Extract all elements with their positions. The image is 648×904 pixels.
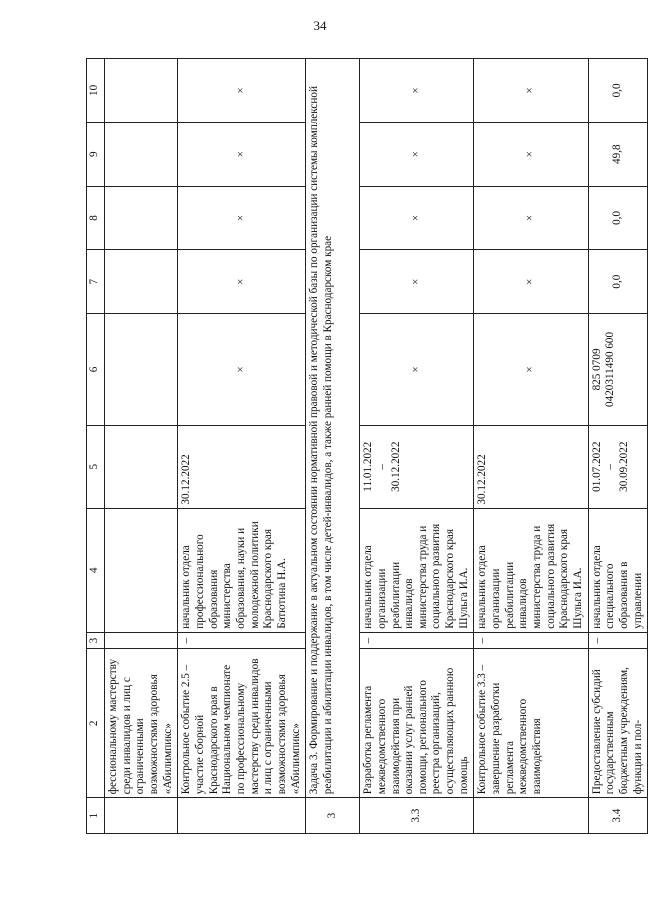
cross-cell: × <box>474 186 588 250</box>
amount-cell: 0,0 <box>588 186 648 250</box>
cell <box>105 122 178 186</box>
col-header: 10 <box>87 59 105 123</box>
period <box>588 425 648 508</box>
period-end: 30.12.2022 <box>389 441 402 492</box>
row-number <box>178 798 306 834</box>
col-header: 4 <box>87 508 105 632</box>
cross-cell: × <box>178 250 306 314</box>
period-end: 30.09.2022 <box>618 441 630 492</box>
dash-cell: – <box>474 632 588 649</box>
col-header: 3 <box>87 632 105 649</box>
event-name: фессиональному мастерству среди инвалидов и лиц с ограниченными возможностями здоровья «Абилимпикс» <box>105 649 178 798</box>
col-header: 9 <box>87 122 105 186</box>
event-name: Контрольное событие 3.3 – завершение разработки регламента межведомственного взаимодействия <box>474 649 588 798</box>
table-row <box>105 59 178 834</box>
cross-cell: × <box>178 314 306 426</box>
rotated-table-wrapper <box>86 58 644 834</box>
row-number: 3.3 <box>360 798 474 834</box>
period-dash: – <box>604 463 617 470</box>
amount-cell: 0,0 <box>588 250 648 314</box>
amount-cell: 0,0 <box>588 59 648 123</box>
cross-cell: × <box>178 122 306 186</box>
cross-cell: × <box>360 250 474 314</box>
task-number: 3 <box>306 798 360 834</box>
col-header: 1 <box>87 798 105 834</box>
event-name: Разработка регламента межведомственного взаимодействия при оказании услуг ранней помощи, регионального реестра организаций, осуществляющих раннюю помощь <box>360 649 474 798</box>
table-row <box>360 59 474 834</box>
cross-cell: × <box>474 250 588 314</box>
cell <box>105 250 178 314</box>
column-header-row <box>87 59 105 834</box>
col-header: 2 <box>87 649 105 798</box>
budget-code-line: 0420311490 600 <box>604 331 617 407</box>
col-header: 6 <box>87 314 105 426</box>
table-row <box>588 59 648 834</box>
cell <box>105 186 178 250</box>
responsible: начальник отдела организации реабилитации инвалидов министерства труда и социального развития Краснодарского края Шульга И.А. <box>360 508 474 632</box>
deadline: 30.12.2022 <box>474 425 588 508</box>
table-row <box>178 59 306 834</box>
cell <box>105 59 178 123</box>
cross-cell: × <box>474 122 588 186</box>
cross-cell: × <box>360 59 474 123</box>
cross-cell: × <box>178 59 306 123</box>
event-name: Контрольное событие 2.5 – участие сборной Краснодарского края в Национальном чемпионате по профессиональному мастерству среди инвалидов и лиц с ограниченными возможностями здоровья «Абилимпикс» <box>178 649 306 798</box>
row-number <box>474 798 588 834</box>
dash-cell: – <box>360 632 474 649</box>
task-row <box>306 59 360 834</box>
period-start: 11.01.2022 <box>362 441 375 492</box>
deadline: 30.12.2022 <box>178 425 306 508</box>
cross-cell: × <box>474 314 588 426</box>
page-number: 34 <box>313 18 327 33</box>
col-header: 7 <box>87 250 105 314</box>
amount-cell: 49,8 <box>588 122 648 186</box>
budget-code <box>588 314 648 426</box>
responsible: начальник отдела организации реабилитации инвалидов министерства труда и социального развития Краснодарского края Шульга И.А. <box>474 508 588 632</box>
cross-cell: × <box>178 186 306 250</box>
dash-cell: – <box>588 632 648 649</box>
cross-cell: × <box>360 314 474 426</box>
event-name: Предоставление субсидий государственным бюджетным учреждениям, функции и пол- <box>588 649 648 798</box>
cross-cell: × <box>360 122 474 186</box>
col-header: 5 <box>87 425 105 508</box>
plan-table <box>86 58 648 834</box>
cross-cell: × <box>474 59 588 123</box>
responsible: начальник отдела специального образования в управлении <box>588 508 648 632</box>
table-row <box>474 59 588 834</box>
responsible <box>105 508 178 632</box>
cell <box>105 632 178 649</box>
row-number <box>105 798 178 834</box>
col-header: 8 <box>87 186 105 250</box>
period-start: 01.07.2022 <box>590 441 603 492</box>
period <box>360 425 474 508</box>
cell <box>105 314 178 426</box>
deadline <box>105 425 178 508</box>
cross-cell: × <box>360 186 474 250</box>
task-title: Задача 3. Формирование и поддержание в актуальном состоянии нормативной правовой и методической базы по организации системы комплексной реабилитации и абилитации инвалидов, в том числе детей-инвалидов, а также ранней помощи в Краснодарском крае <box>306 59 360 798</box>
responsible: начальник отдела профессионального образования министерства образования, науки и молодежной политики Краснодарского края Батютина Н.А. <box>178 508 306 632</box>
dash-cell: – <box>178 632 306 649</box>
period-dash: – <box>375 463 388 470</box>
budget-code-line: 825 0709 <box>590 348 603 391</box>
row-number: 3.4 <box>588 798 648 834</box>
